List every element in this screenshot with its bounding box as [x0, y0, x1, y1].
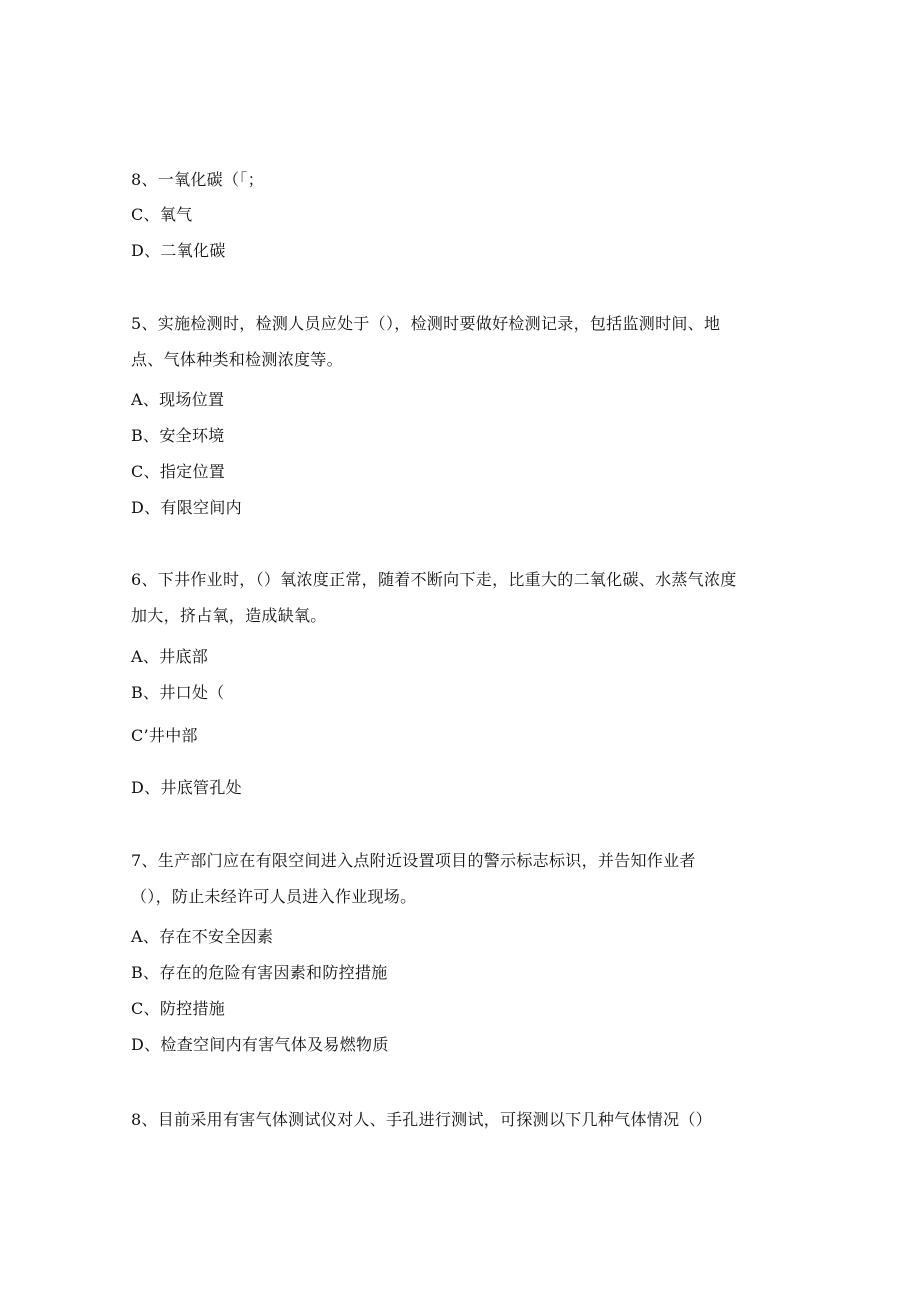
question-5-line-1: 5、实施检测时，检测人员应处于（），检测时要做好检测记录，包括监测时间、地: [131, 314, 721, 333]
option-d: D、检查空间内有害气体及易燃物质: [131, 1035, 389, 1054]
option-c: C、防控措施: [131, 999, 226, 1018]
question-8-partial: 8、一氧化碳（「；: [131, 170, 264, 189]
question-5-line-2: 点、气体种类和检测浓度等。: [131, 350, 343, 369]
option-b: B、安全环境: [131, 426, 225, 445]
option-a: A、存在不安全因素: [131, 927, 274, 946]
question-7-line-2: （），防止未经许可人员进入作业现场。: [131, 887, 417, 906]
option-d: D、有限空间内: [131, 498, 242, 517]
option-d: D、井底管孔处: [131, 778, 242, 797]
option-a: A、井底部: [131, 647, 209, 666]
option-b: B、存在的危险有害因素和防控措施: [131, 963, 388, 982]
question-8-line-1: 8、目前采用有害气体测试仪对人、手孔进行测试，可探测以下几种气体情况（）: [131, 1110, 712, 1129]
option-c: C、指定位置: [131, 462, 226, 481]
option-a: A、现场位置: [131, 390, 225, 409]
option-d: D、二氧化碳: [131, 241, 226, 260]
question-7-line-1: 7、生产部门应在有限空间进入点附近设置项目的警示标志标识，并告知作业者: [131, 851, 696, 870]
option-b: B、井口处（: [131, 683, 225, 702]
option-c: C、氧气: [131, 205, 193, 224]
question-6-line-1: 6、下井作业时，（）氧浓度正常，随着不断向下走，比重大的二氧化碳、水蒸气浓度: [131, 570, 737, 589]
option-c: C’井中部: [131, 726, 198, 745]
question-6-line-2: 加大，挤占氧，造成缺氧。: [131, 606, 327, 625]
